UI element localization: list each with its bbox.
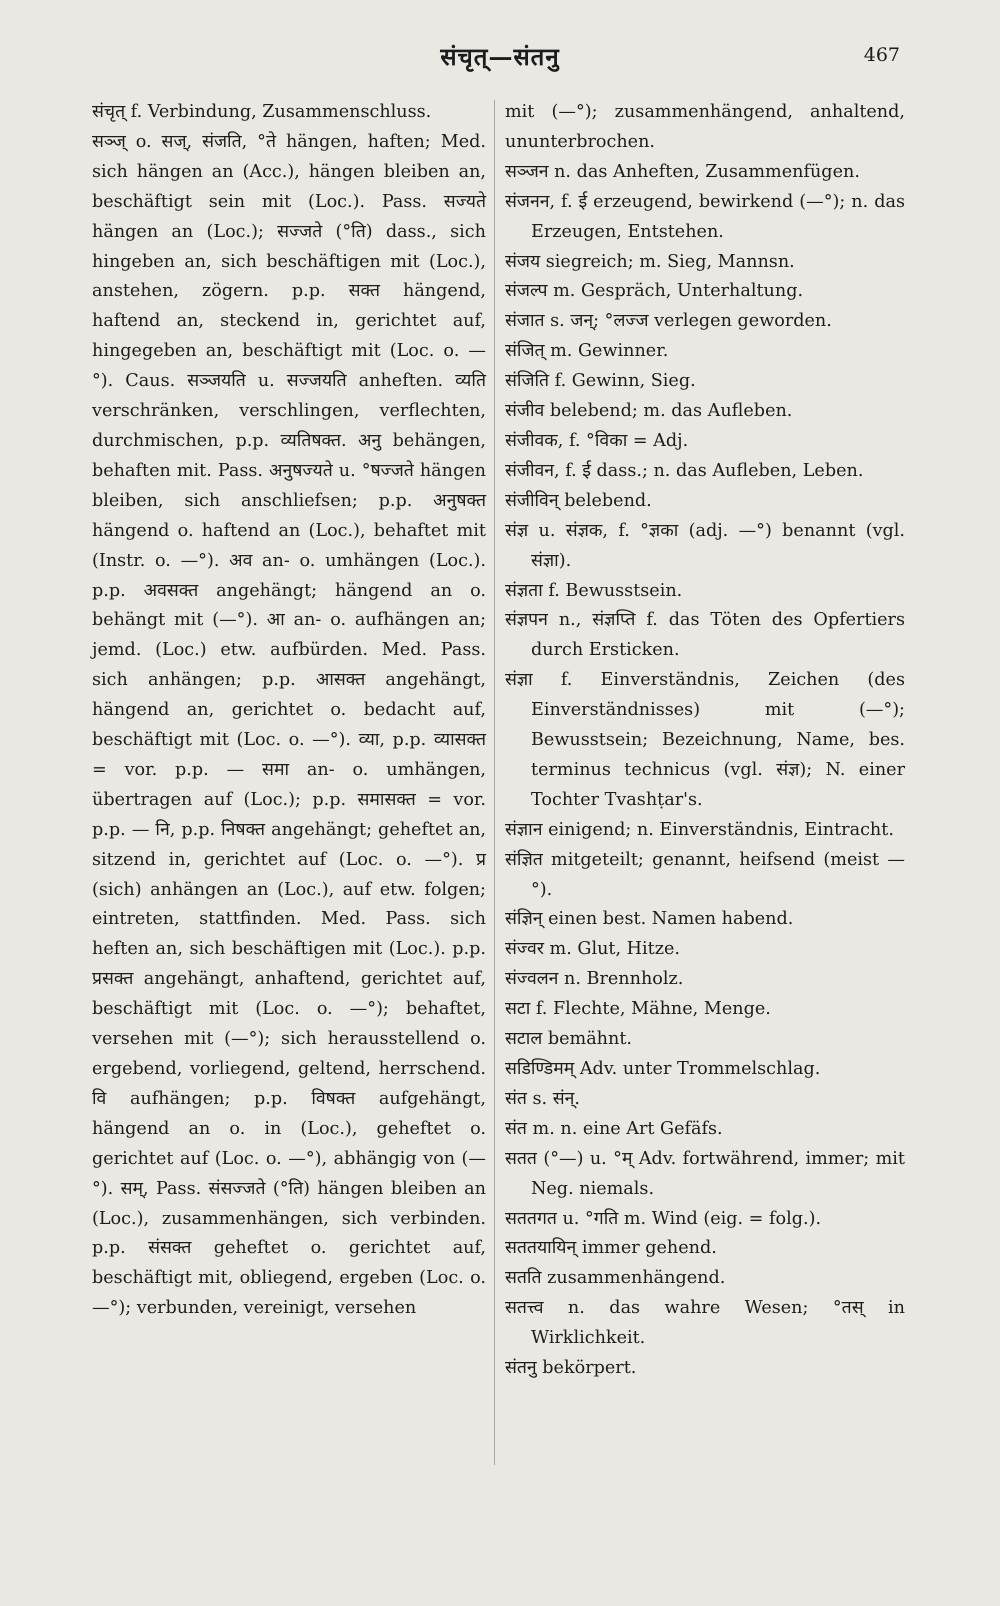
dictionary-entry: संज्ञपन n., संज्ञप्ति f. das Töten des Opfertiers durch Ersticken. bbox=[505, 610, 905, 661]
dictionary-entry: संत m. n. eine Art Gefäfs. bbox=[505, 1118, 723, 1139]
column-divider bbox=[494, 100, 495, 1465]
running-head bbox=[0, 40, 1000, 80]
dictionary-entry: संज्ञान einigend; n. Einverständnis, Eintracht. bbox=[505, 819, 894, 840]
dictionary-entry: संज्ञता f. Bewusstsein. bbox=[505, 580, 683, 601]
dictionary-entry: सञ्ज् o. सज्, संजति, °ते hängen, haften; Med. sich hängen an (Acc.), hängen bleiben an, beschäftigt sein mit (Loc.). Pass. सज्यते hängen an (Loc.); सज्जते (°ति) dass., sich hingeben an, sich beschäftigen mit (Loc.), anstehen, zögern. p.p. सक्त hängend, haftend an, steckend in, gerichtet auf, hingegeben an, beschäftigt mit (Loc. o. —°). Caus. सञ्जयति u. सज्जयति anheften. व्यति verschränken, verschlingen, verflechten, durchmischen, p.p. व्यतिषक्त. अनु behängen, behaften mit. Pass. अनुषज्यते u. °षज्जते hängen bleiben, sich anschliefsen; p.p. अनुषक्त hängend o. haftend an (Loc.), behaftet mit (Instr. o. —°). अव an- o. umhängen (Loc.). p.p. अवसक्त angehängt; hängend an o. behängt mit (—°). आ an- o. aufhängen an; jemd. (Loc.) etw. aufbürden. Med. Pass. sich anhängen; p.p. आसक्त angehängt, hängend an, gerichtet o. bedacht auf, beschäftigt mit (Loc. o. —°). व्या, p.p. व्यासक्त = vor. p.p. — समा an- o. umhängen, übertragen auf (Loc.); p.p. समासक्त = vor. p.p. — नि, p.p. निषक्त angehängt; geheftet an, sitzend in, gerichtet auf (Loc. o. —°). प्र (sich) anhängen an (Loc.), auf etw. folgen; eintreten, stattfinden. Med. Pass. sich heften an, sich beschäftigen mit (Loc.). p.p. प्रसक्त angehängt, anhaftend, gerichtet auf, beschäftigt mit (Loc. o. —°); behaftet, versehen mit (—°); sich herausstellend o. ergebend, vorliegend, geltend, herrschend. वि aufhängen; p.p. विषक्त aufgehängt, hängend an o. in (Loc.), geheftet o. gerichtet auf (Loc. o. —°), abhängig von (—°). सम्, Pass. संसज्जते (°ति) hängen bleiben an (Loc.), zusammenhängen, sich verbinden. p.p. संसक्त geheftet o. gerichtet auf, beschäftigt mit, obliegend, ergeben (Loc. o. —°); verbunden, vereinigt, versehen bbox=[92, 131, 486, 1319]
dictionary-entry: संज्ञा f. Einverständnis, Zeichen (des Einverständnisses) mit (—°); Bewusstsein; Bezeichnung, Name, bes. terminus technicus (vgl. संज्ञ); N. einer Tochter Tvashṭar's. bbox=[505, 670, 905, 810]
dictionary-entry: संजीव belebend; m. das Aufleben. bbox=[505, 401, 793, 422]
dictionary-entry: संजीवक, f. °विका = Adj. bbox=[505, 430, 689, 451]
dictionary-entry: संजनन, f. ई erzeugend, bewirkend (—°); n. das Erzeugen, Entstehen. bbox=[505, 191, 905, 242]
dictionary-entry: संजय siegreich; m. Sieg, Mannsn. bbox=[505, 251, 795, 272]
dictionary-entry: सतत्त्व n. das wahre Wesen; °तस् in Wirklichkeit. bbox=[505, 1298, 905, 1349]
dictionary-entry: संजित् m. Gewinner. bbox=[505, 341, 669, 362]
dictionary-entry: संज्वर m. Glut, Hitze. bbox=[505, 939, 680, 960]
dictionary-entry: सञ्जन n. das Anheften, Zusammenfügen. bbox=[505, 161, 860, 182]
dictionary-entry: सडिण्डिमम् Adv. unter Trommelschlag. bbox=[505, 1059, 821, 1079]
dictionary-entry: संज्ञ u. संज्ञक, f. °ज्ञका (adj. —°) benannt (vgl. संज्ञा). bbox=[505, 520, 905, 571]
dictionary-entry: सततयायिन् immer gehend. bbox=[505, 1238, 717, 1259]
dictionary-entry: सतति zusammenhängend. bbox=[505, 1268, 726, 1289]
dictionary-entry: संजीवन, f. ई dass.; n. das Aufleben, Leben. bbox=[505, 460, 864, 481]
dictionary-entry: संजल्प m. Gespräch, Unterhaltung. bbox=[505, 281, 804, 302]
dictionary-entry: सततगत u. °गति m. Wind (eig. = folg.). bbox=[505, 1208, 822, 1229]
page-title: संचृत्—संतनु bbox=[440, 42, 560, 71]
dictionary-entry: सटा f. Flechte, Mähne, Menge. bbox=[505, 999, 771, 1020]
dictionary-entry: संजिति f. Gewinn, Sieg. bbox=[505, 371, 696, 392]
dictionary-entry: संजीविन् belebend. bbox=[505, 490, 652, 511]
dictionary-entry: संत s. संन्. bbox=[505, 1088, 580, 1109]
dictionary-entry: संतनु bekörpert. bbox=[505, 1358, 637, 1379]
left-column bbox=[92, 98, 486, 1324]
dictionary-entry: सटाल bemähnt. bbox=[505, 1029, 633, 1050]
dictionary-entry: संज्ञित mitgeteilt; genannt, heifsend (meist —°). bbox=[505, 849, 905, 900]
dictionary-entry: संज्ञिन् einen best. Namen habend. bbox=[505, 909, 794, 930]
dictionary-entry: संजात s. जन्; °लज्ज verlegen geworden. bbox=[505, 311, 832, 332]
dictionary-entry: mit (—°); zusammenhängend, anhaltend, ununterbrochen. bbox=[505, 102, 905, 152]
page-number: 467 bbox=[863, 44, 900, 66]
dictionary-entry: संज्वलन n. Brennholz. bbox=[505, 969, 684, 990]
dictionary-entry: संचृत् f. Verbindung, Zusammenschluss. bbox=[92, 102, 432, 122]
right-column bbox=[505, 98, 905, 1384]
dictionary-entry: सतत (°—) u. °म् Adv. fortwährend, immer; mit Neg. niemals. bbox=[505, 1148, 905, 1199]
